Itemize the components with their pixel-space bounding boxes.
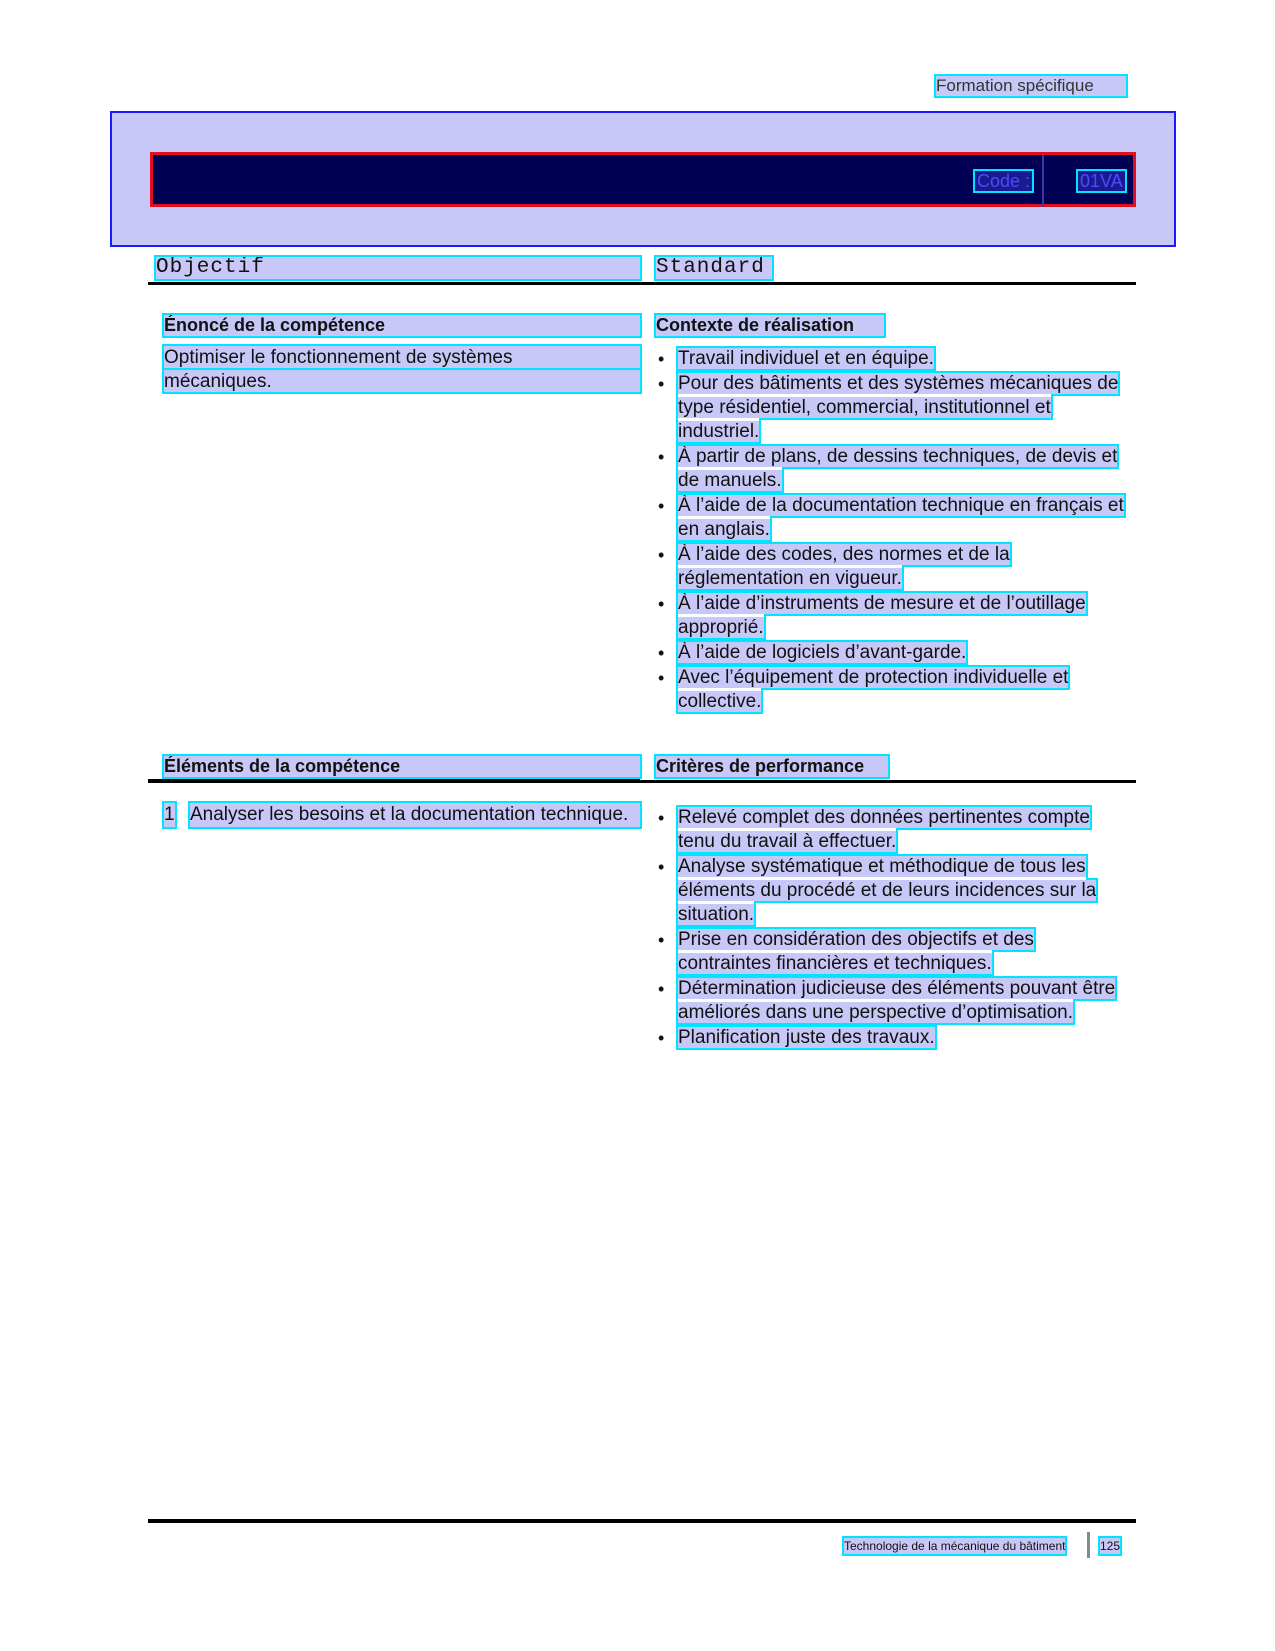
context-heading: Contexte de réalisation bbox=[656, 315, 884, 336]
elements-heading: Éléments de la compétence bbox=[164, 756, 640, 777]
objective-label: Objectif bbox=[156, 257, 640, 279]
list-item: • Analyse systématique et méthodique de tous les éléments du procédé et de leurs incidences sur la situation. bbox=[658, 856, 1097, 925]
footer-rule bbox=[148, 1519, 1136, 1523]
bullet-icon: • bbox=[658, 349, 665, 369]
list-item: • Travail individuel et en équipe. bbox=[658, 348, 934, 369]
code-divider bbox=[1042, 155, 1044, 207]
list-item: • À l’aide des codes, des normes et de la réglementation en vigueur. bbox=[658, 544, 1010, 589]
bullet-icon: • bbox=[658, 979, 665, 999]
list-item: • Pour des bâtiments et des systèmes mécaniques de type résidentiel, commercial, institutionnel et industriel. bbox=[658, 373, 1119, 442]
element-item bbox=[164, 803, 640, 853]
code-label: Code : bbox=[977, 171, 1031, 191]
bullet-icon: • bbox=[658, 1028, 665, 1048]
competence-heading: Énoncé de la compétence bbox=[164, 315, 640, 336]
context-list bbox=[656, 347, 1126, 715]
bullet-icon: • bbox=[658, 594, 665, 614]
bullet-icon: • bbox=[658, 857, 665, 877]
bullet-icon: • bbox=[658, 496, 665, 516]
page-number: 125 bbox=[1100, 1539, 1121, 1553]
code-value: 01VA bbox=[1080, 171, 1123, 191]
list-item: • Avec l’équipement de protection individuelle et collective. bbox=[658, 667, 1069, 712]
competence-line: mécaniques. bbox=[164, 370, 640, 392]
bullet-icon: • bbox=[658, 643, 665, 663]
criteria-list bbox=[656, 806, 1126, 1051]
running-header: Formation spécifique bbox=[936, 76, 1126, 96]
footer-separator bbox=[1087, 1532, 1090, 1558]
objective-rule bbox=[148, 282, 1136, 285]
list-item: • Relevé complet des données pertinentes compte tenu du travail à effectuer. bbox=[658, 807, 1090, 852]
bullet-icon: • bbox=[658, 447, 665, 467]
criteria-heading: Critères de performance bbox=[656, 756, 888, 777]
competence-statement bbox=[164, 346, 640, 394]
bullet-icon: • bbox=[658, 545, 665, 565]
element-number: 1 bbox=[164, 804, 175, 825]
bullet-icon: • bbox=[658, 808, 665, 828]
list-item: • À partir de plans, de dessins techniques, de devis et de manuels. bbox=[658, 446, 1118, 491]
list-item: • Détermination judicieuse des éléments pouvant être améliorés dans une perspective d’optimisation. bbox=[658, 978, 1116, 1023]
list-item: • À l’aide d’instruments de mesure et de l’outillage approprié. bbox=[658, 593, 1086, 638]
list-item: • Planification juste des travaux. bbox=[658, 1027, 935, 1048]
list-item: • Prise en considération des objectifs et des contraintes financières et techniques. bbox=[658, 929, 1034, 974]
list-item: • À l’aide de la documentation technique en français et en anglais. bbox=[658, 495, 1124, 540]
elements-rule-left bbox=[148, 779, 640, 780]
element-text: Analyser les besoins et la documentation technique. bbox=[190, 803, 640, 827]
bullet-icon: • bbox=[658, 668, 665, 688]
footer-title: Technologie de la mécanique du bâtiment bbox=[844, 1539, 1066, 1553]
objective-value: Standard bbox=[656, 257, 772, 279]
list-item: • À l’aide de logiciels d’avant-garde. bbox=[658, 642, 967, 663]
bullet-icon: • bbox=[658, 930, 665, 950]
elements-rule bbox=[148, 780, 1136, 783]
competence-line: Optimiser le fonctionnement de systèmes bbox=[164, 346, 640, 368]
bullet-icon: • bbox=[658, 374, 665, 394]
